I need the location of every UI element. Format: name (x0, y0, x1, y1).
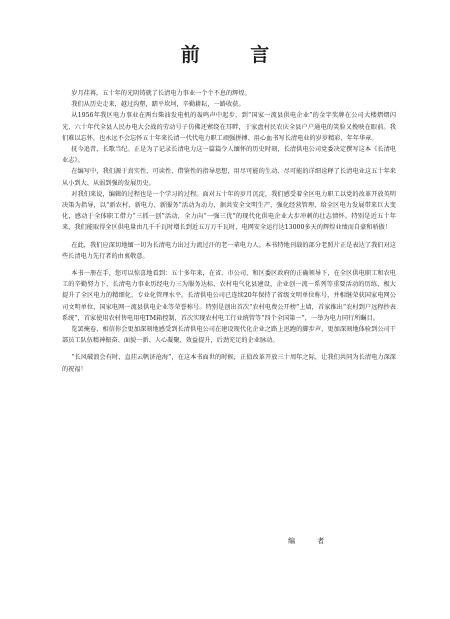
signature: 编 者 (288, 537, 335, 545)
paragraph: 对我们来说，编辑的过程也是一个学习的过程。面对五十年的岁月沉淀，我们感受着全区电力职工以党的改革开放英明决策为指导，以“新农村、新电力、新服务”活动为动力，据共安全文明生产，强化经营管理，给全区电力发展带来巨大变化，感动于全体职工借力“三抓一创”活动，全力向“一强三优”的现代化供电企业大步冲刺的壮志情怀。特别是近五十年来，我们能取得全区供电量由几千千瓦时增长到近五万万千瓦时，电网安全运行达13000多天的辉煌业绩而自豪和骄傲！ (62, 190, 396, 232)
preface-body (62, 88, 396, 375)
paragraph: 我们从历史走来，越过沟壑，踏平坎坷，辛勤耕耘，一路收获。 (71, 101, 245, 109)
paragraph: “长风破浪会有时，直挂云帆济沧海”，在这本书面世的时候，正值改革开放三十周年之际，让我们共同为长清电力深深的祝福！ (62, 354, 396, 373)
paragraph: 抚今追昔，长歌当纪。正是为了记录长清电力这一篇篇令人缅怀的历史时刻，长清供电公司党委决定撰写这本《长清电业志》。 (62, 146, 396, 165)
paragraph: 从1956年我区电力事业在两台柴油发电机的轰鸣声中起步，到“国家一流县供电企业”的金字奖牌在公司大楼熠熠闪光，六十年代全县人民办电大会战的劳动号子仿佛还萦绕在耳畔，于家盘村民农庆全县户户通电的笑脸又挽映在眼前。我们难以忘怀，也永远不会忘怀五十年来长清一代代电力职工顽强拼搏、用心血书写长清电业的岁岁精彩、年年华章。 (62, 112, 396, 142)
paragraph: 本书一册在手，您可以惊喜地看到：五十多年来，在省、市公司、和区委区政府的正确领导下，在全区供电职工和农电工的辛勤努力下，长清电力事业历经电力三为服务达标、农村电气化县建设、企业创一流一系列等重要活动的历练，极大提升了全区电力的精细化、专业化管理水平。长清供电公司已连续20年保持了省级文明单位称号，并相继荣获国家电网公司文明单位，国家电网一流县供电企业等荣誉称号。特别是创出首次“农村电费公开榜”上墙，首家推出“农村到户远程抄表系统”，首家使用农村售电用电TM箱控制，首次实现农村电工行业统管等“四个全国第一”，一举为电力同行所瞩目。 (62, 270, 396, 322)
paragraph: 在此，我们应深切地缅一切为长清电力出过力流过汗的老一辈电力人。本书特地刊载的部分老照片正是表达了我们对这些长清电力先行者的由衷敬意。 (62, 241, 396, 260)
paragraph: 在编写中，我们源于真实性、可读性，借鉴性的指导思想，用尽可能的生动、尽可能的详细诠释了长清电业这五十年来从小到大、从弱到强的发展历史。 (62, 168, 396, 187)
preface-title: 前 言 (180, 44, 292, 66)
paragraph: 岁月荏苒，五十年的光阴铸就了长清电力事业一个个不息的辉煌。 (71, 90, 251, 97)
paragraph: 览罢掩卷，相信你会更加深刻地感受到长清供电公司在建设现代化企业之路上迅跑的脚步声，更加深刻地体验到公司干部员工队伍精神振奋、面貌一新、人心凝聚、效益提升，后劲充足的企业脉动。 (62, 326, 396, 345)
